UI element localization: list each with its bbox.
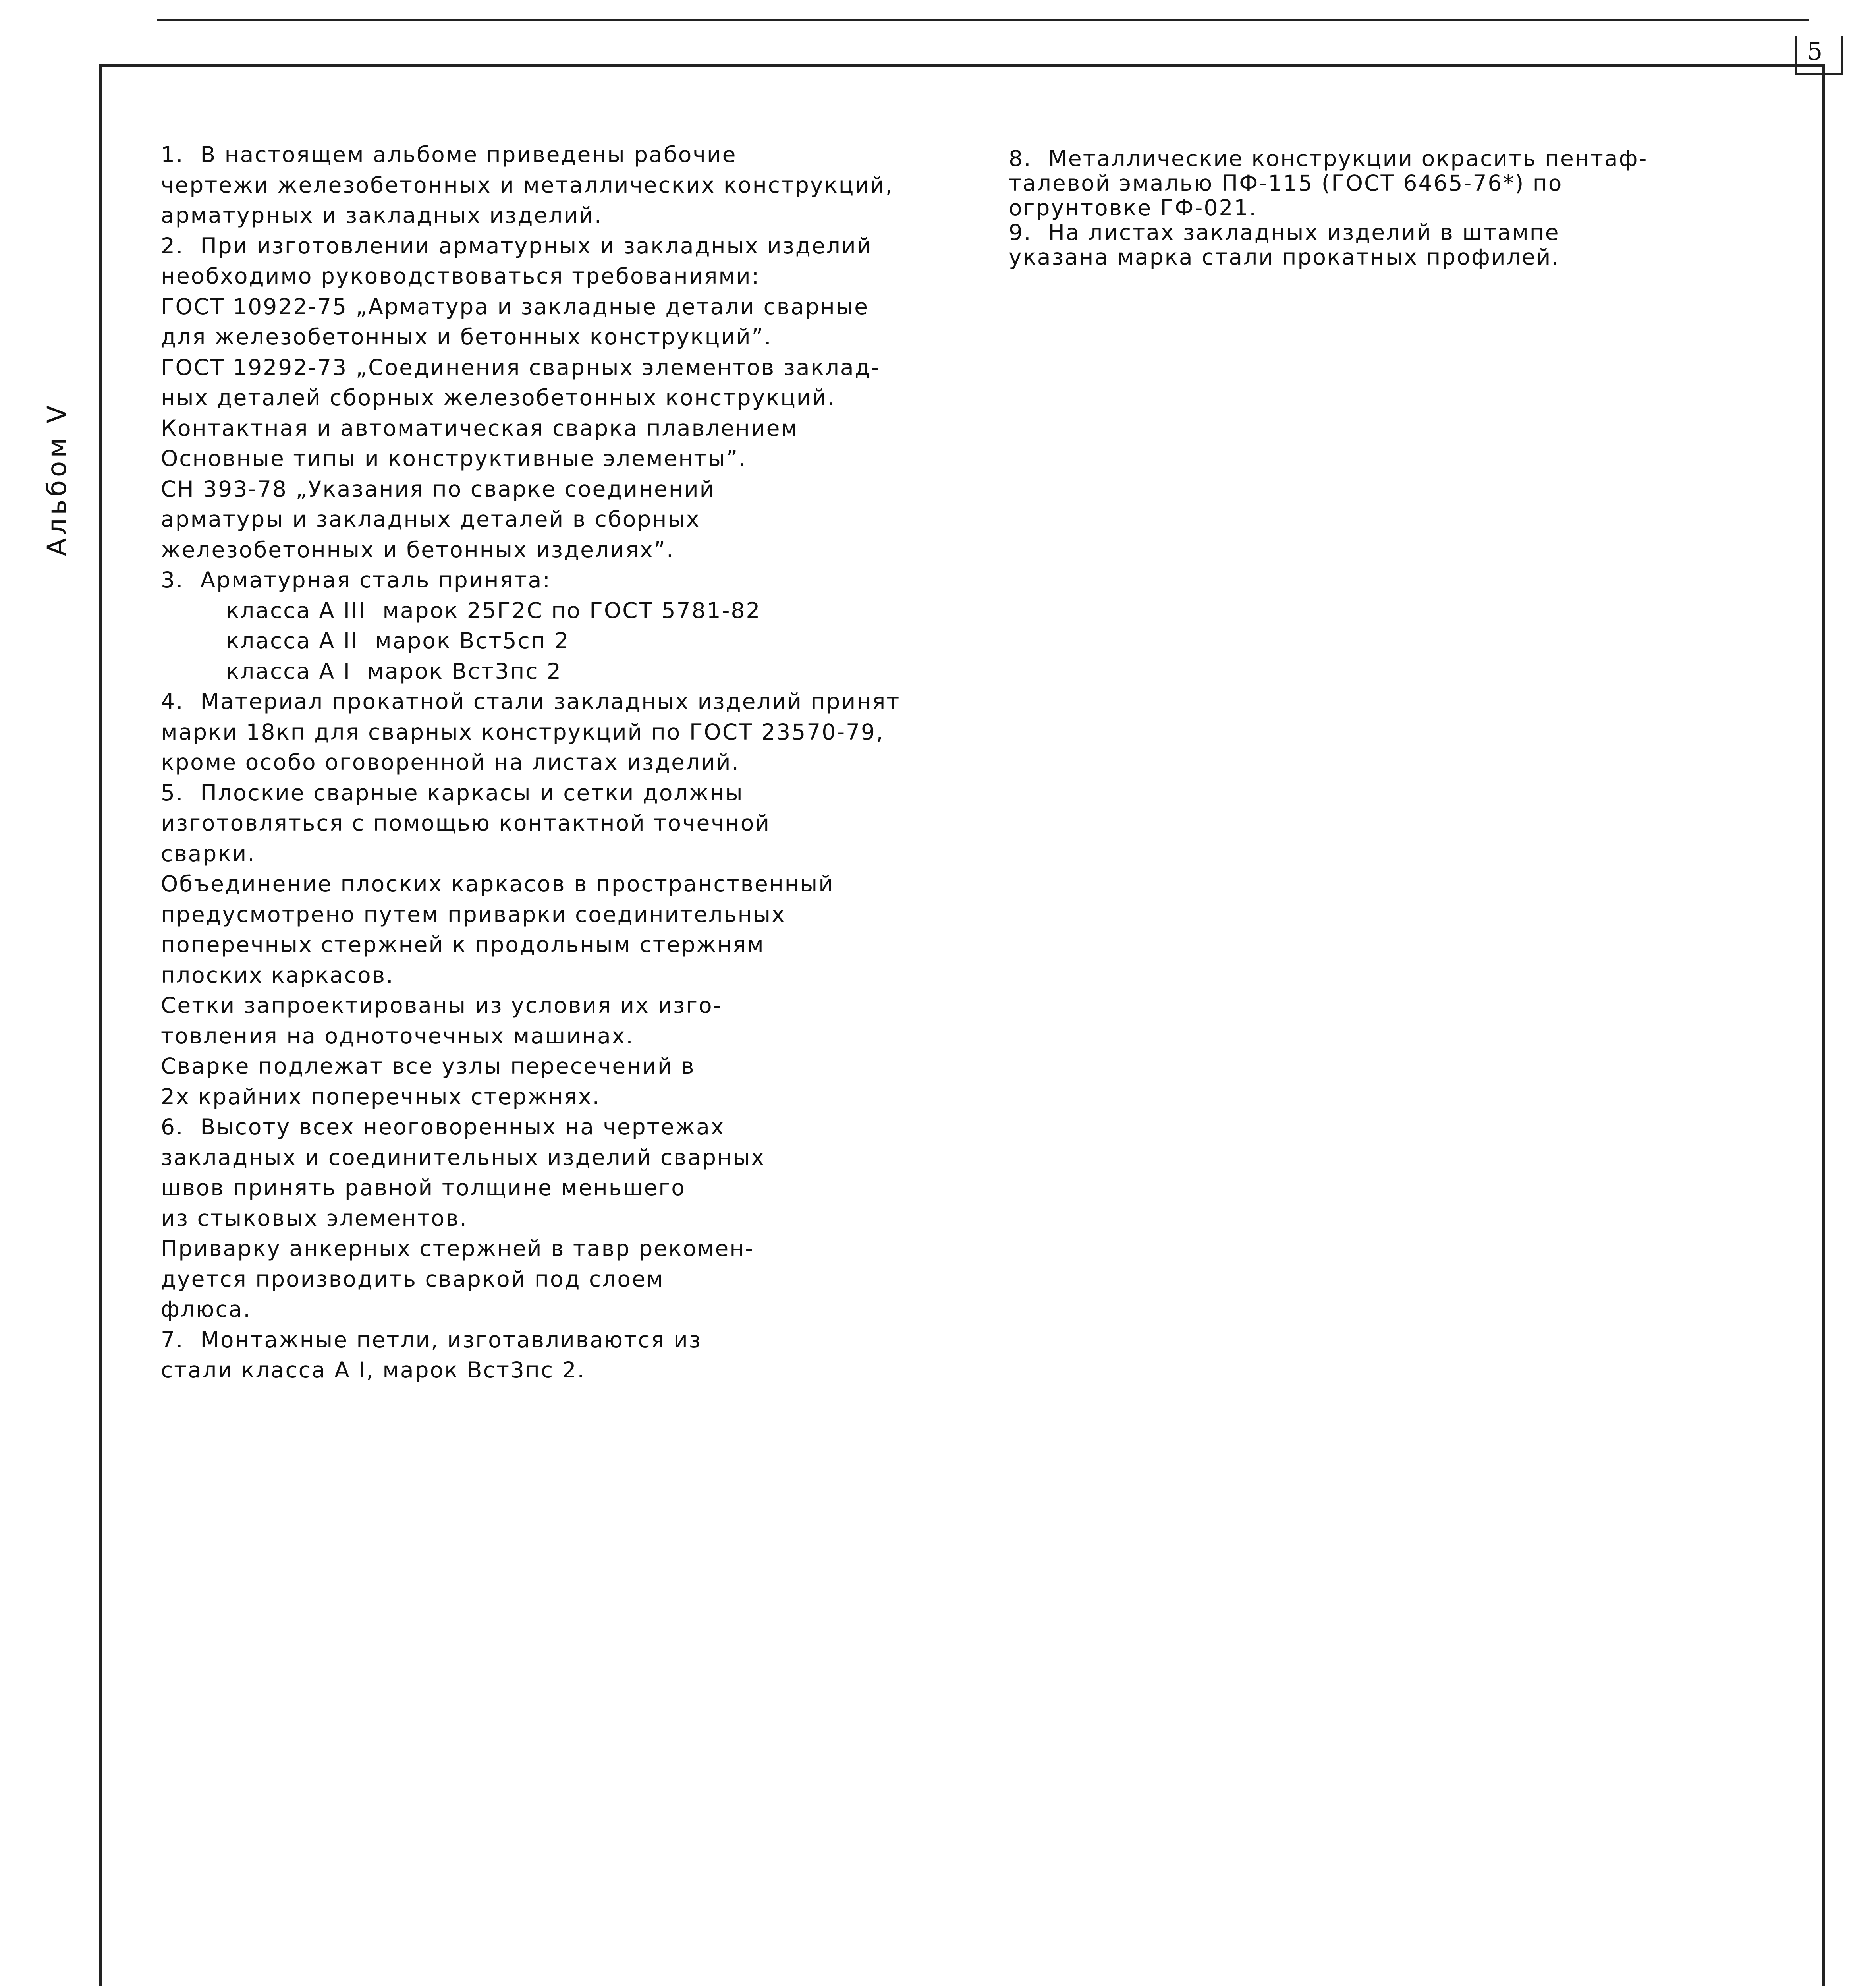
note-line: плоских каркасов.	[161, 962, 394, 988]
notes-left-column	[161, 139, 935, 1385]
page-number: 5	[1807, 37, 1823, 66]
note-line: ГОСТ 19292-73 „Соединения сварных элементов заклад-	[161, 354, 880, 380]
note-line: Объединение плоских каркасов в пространственный	[161, 871, 834, 896]
note-line: Сетки запроектированы из условия их изго-	[161, 993, 722, 1018]
note-line: 9. На листах закладных изделий в штампе	[1009, 220, 1560, 245]
note-line: дуется производить сваркой под слоем	[161, 1266, 664, 1292]
note-line: предусмотрено путем приварки соединительных	[161, 901, 786, 927]
note-line: необходимо руководствоваться требованиями:	[161, 263, 760, 289]
note-line: Основные типы и конструктивные элементы”.	[161, 446, 747, 471]
note-line: ных деталей сборных железобетонных конструкций.	[161, 385, 836, 410]
note-line: 4. Материал прокатной стали закладных изделий принят	[161, 689, 901, 714]
note-line: чертежи железобетонных и металлических конструкций,	[161, 172, 894, 198]
note-line: ГОСТ 10922-75 „Арматура и закладные детали сварные	[161, 294, 869, 319]
note-line: стали класса А I, марок Вст3пс 2.	[161, 1357, 586, 1383]
note-line: Контактная и автоматическая сварка плавлением	[161, 415, 799, 441]
note-line: для железобетонных и бетонных конструкций”.	[161, 324, 772, 350]
note-line: СН 393-78 „Указания по сварке соединений	[161, 476, 715, 502]
note-line: класса А II марок Вст5сп 2	[161, 628, 570, 653]
note-line: закладных и соединительных изделий сварных	[161, 1144, 765, 1170]
note-line: Сварке подлежат все узлы пересечений в	[161, 1053, 695, 1079]
note-line: сварки.	[161, 840, 256, 866]
note-line: из стыковых элементов.	[161, 1205, 468, 1231]
note-line: железобетонных и бетонных изделиях”.	[161, 537, 675, 562]
note-line: 6. Высоту всех неоговоренных на чертежах	[161, 1114, 725, 1140]
album-label	[34, 350, 81, 556]
note-line: арматуры и закладных деталей в сборных	[161, 506, 701, 532]
note-line: 2. При изготовлении арматурных и закладных изделий	[161, 233, 872, 259]
note-line: 3. Арматурная сталь принята:	[161, 567, 551, 593]
sheet-top-border	[157, 19, 1809, 21]
note-line: кроме особо оговоренной на листах изделий.	[161, 750, 740, 775]
note-line: 8. Металлические конструкции окрасить пентаф-	[1009, 146, 1648, 171]
note-line: изготовляться с помощью контактной точечной	[161, 810, 771, 836]
note-line: талевой эмалью ПФ-115 (ГОСТ 6465-76*) по	[1009, 170, 1563, 196]
note-line: 2х крайних поперечных стержнях.	[161, 1084, 601, 1109]
note-line: класса А III марок 25Г2С по ГОСТ 5781-82	[161, 597, 761, 623]
note-line: марки 18кп для сварных конструкций по ГОСТ 23570-79,	[161, 719, 884, 745]
note-line: огрунтовке ГФ-021.	[1009, 195, 1257, 220]
note-line: поперечных стержней к продольным стержням	[161, 932, 765, 957]
note-line: 5. Плоские сварные каркасы и сетки должны	[161, 780, 744, 806]
note-line: указана марка стали прокатных профилей.	[1009, 244, 1560, 270]
note-line: товления на одноточечных машинах.	[161, 1023, 634, 1049]
note-line: арматурных и закладных изделий.	[161, 203, 603, 228]
note-line: класса А I марок Вст3пс 2	[161, 658, 562, 684]
notes-right-column	[1009, 143, 1763, 270]
note-line: Приварку анкерных стержней в тавр рекомен-	[161, 1236, 755, 1261]
album-label-text: Альбом V	[42, 402, 72, 556]
note-line: 7. Монтажные петли, изготавливаются из	[161, 1327, 702, 1352]
note-line: 1. В настоящем альбоме приведены рабочие	[161, 142, 737, 167]
note-line: швов принять равной толщине меньшего	[161, 1175, 686, 1200]
note-line: флюса.	[161, 1296, 251, 1322]
